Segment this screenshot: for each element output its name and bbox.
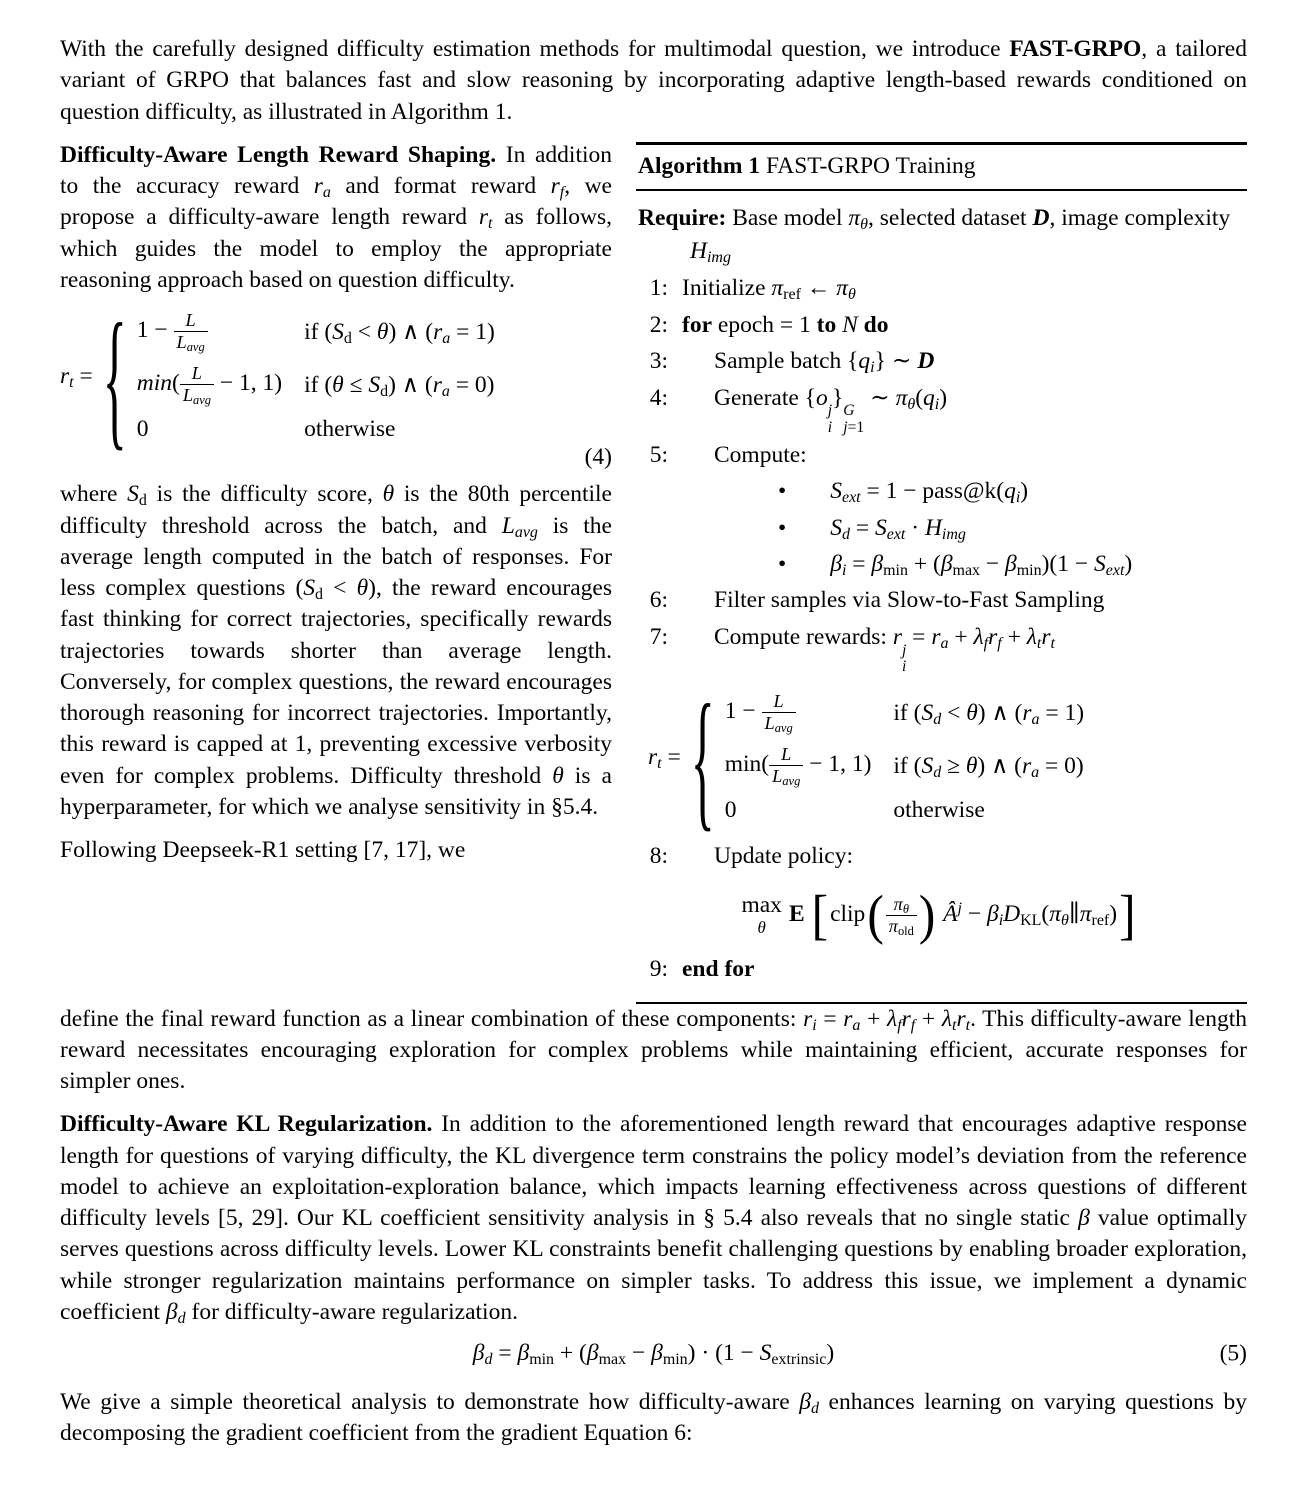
bullet-marker: •	[778, 514, 787, 541]
length-reward-shaping-paragraph: Difficulty-Aware Length Reward Shaping. In addition to the accuracy reward $r_a$ and format reward $r_f$, we propose a difficulty-aware length reward $r_t$ as follows, which guides the model to employ the appropriate reasoning approach based on question difficulty.	[60, 141, 613, 293]
bullet-marker: •	[778, 551, 787, 578]
algo-line-6	[638, 584, 1245, 617]
bullet-formula: $S_d = S_{ext} \cdot H_{img}$	[830, 514, 966, 543]
algorithm-box	[636, 142, 1247, 1004]
line-content: Compute rewards: r j i = $r_a + \lambda_fr_f + \lambda_tr_t$	[714, 623, 1055, 675]
case-value: 0	[136, 416, 149, 443]
bullet-formula: $S_{ext} = 1$ − $pass@k(q_i)$	[830, 478, 1029, 507]
equation-number: (5)	[1219, 1340, 1247, 1367]
line-number: 3:	[649, 348, 668, 375]
where-paragraph: where $S_d$ is the difficulty score, θ is the 80th percentile difficulty threshold across the batch, and $L_{avg}$ is the average length computed in the batch of responses. For less complex questions $(S_d < \theta)$, the reward encourages fast thinking for correct trajectories, specifically rewards trajectories towards shorter than average length. Conversely, for complex questions, the reward encourages thorough reasoning for incorrect trajectories. Importantly, this reward is capped at 1, preventing excessive verbosity even for complex problems. Difficulty threshold θ is a hyperparameter, for which we analyse sensitivity in §5.4.	[60, 481, 612, 820]
algo-line-1	[638, 272, 1245, 305]
line-content: Sample batch $\{q_i\}$ ∼ D	[714, 348, 935, 377]
algo-bullet-line-2	[638, 512, 1245, 545]
kl-regularization-paragraph: Difficulty-Aware KL Regularization. In addition to the aforementioned length reward that encourages adaptive response length for questions of varying difficulty, the KL divergence term constrains the policy model’s deviation from the reference model to achieve an exploitation-exploration balance, which impacts learning effectiveness across questions of different difficulty levels [5, 29]. Our KL coefficient sensitivity analysis in § 5.4 also reveals that no single static β value optimally serves questions across difficulty levels. Lower KL constraints benefit challenging questions by enabling broader exploration, while stronger regularization maintains performance on simpler tasks. To address this issue, we implement a dynamic coefficient $\beta_d$ for difficulty-aware regularization.	[60, 1111, 1247, 1327]
equation-4	[60, 289, 612, 471]
algo-line-4	[638, 382, 1245, 436]
line-content: Update policy:	[714, 843, 854, 870]
case-condition: otherwise	[304, 416, 396, 443]
case-condition: if $(S_d \ge \theta)$ ∧ $(r_a = 0)$	[893, 753, 1084, 782]
line-number: 5:	[649, 441, 668, 468]
line-number: 7:	[649, 623, 668, 650]
case-condition: if $(S_d < \theta)$ ∧ $(r_a = 1)$	[304, 319, 495, 348]
algo-bullet-line-3	[638, 548, 1245, 581]
algo-line-9	[638, 953, 1245, 986]
left-column	[60, 140, 612, 879]
two-column-layout	[60, 140, 1247, 1004]
line-number: 1:	[649, 275, 668, 302]
algo-line-5	[638, 439, 1245, 472]
equation-lhs: $r_t$ =	[648, 744, 681, 773]
case-value: 1 − $\frac{L}{L_{avg}}$	[137, 310, 282, 353]
algorithm-title-text: FAST-GRPO Training	[760, 152, 976, 179]
cases-brace: {	[690, 670, 715, 845]
bullet-formula: $\beta_i = \beta_{min} + (\beta_{max} - \beta_{min})(1 - S_{ext})$	[830, 551, 1133, 580]
algorithm-title	[636, 145, 1247, 191]
line-content	[682, 512, 1245, 545]
algo-line-8	[638, 840, 1245, 873]
equation-4-body	[60, 289, 495, 464]
line-number: 4:	[649, 384, 668, 411]
algo-line-2	[638, 309, 1245, 342]
line-content: end for	[682, 956, 755, 983]
equation-number: (4)	[584, 444, 612, 471]
equation-4-cases	[137, 310, 495, 443]
closing-paragraph: We give a simple theoretical analysis to demonstrate how difficulty-aware $\beta_d$ enhances learning on varying questions by decomposing the gradient coefficient from the gradient Equation 6:	[60, 1389, 1247, 1447]
algo-line-3	[638, 345, 1245, 378]
algorithm-reward-equation	[648, 670, 1245, 845]
algorithm-body	[636, 191, 1247, 1004]
line-content: for epoch = 1 to N do	[682, 311, 889, 338]
bullet-marker: •	[778, 478, 787, 505]
require-label: Require:	[638, 204, 727, 231]
reward-combination-paragraph: define the final reward function as a linear combination of these components: $r_i = r_a + \lambda_fr_f + \lambda_tr_t$. This difficulty-aware length reward necessitates encouraging exploration for complex problems while maintaining efficient, accurate responses for simpler ones.	[60, 1005, 1247, 1095]
line-content	[682, 548, 1245, 581]
line-content: Filter samples via Slow-to-Fast Sampling	[714, 587, 1105, 614]
line-number: 9:	[649, 956, 668, 983]
case-value: min( $\frac{L}{L_{avg}}$ − 1, 1)	[136, 363, 283, 408]
line-content	[682, 475, 1245, 508]
line-content: Initialize $\pi_{ref}$ ← $\pi_\theta$	[682, 275, 856, 304]
algorithm-require-line	[638, 202, 1245, 269]
case-condition: if $(S_d < \theta)$ ∧ $(r_a = 1)$	[893, 700, 1085, 729]
algorithm-policy-equation: max θ E [clip( $\frac{\pi_\theta}{\pi_{old}}$ ) $Â^j$ − $\beta_iD_{KL}(\pi_\theta\parallel\pi_{ref})$]	[741, 884, 1136, 946]
equation-5-body: $\beta_d = \beta_{min} + (\beta_{max} - \beta_{min}) \cdot (1 - S_{extrinsic})$	[472, 1340, 835, 1369]
equation-5	[60, 1340, 1247, 1367]
algo-line-7	[638, 621, 1245, 675]
line-content: Generate {o j i } G j=1 ∼ $\pi_\theta(q_i)$	[714, 384, 948, 436]
algo-bullet-line-1	[638, 475, 1245, 508]
case-condition: otherwise	[893, 797, 985, 824]
case-value: min( $\frac{L}{L_{avg}}$ − 1, 1)	[724, 744, 872, 789]
case-value: 1 − $\frac{L}{L_{avg}}$	[725, 691, 872, 734]
equation-4-lhs: $r_t$ =	[60, 363, 93, 392]
line-content: Compute:	[714, 441, 807, 468]
case-condition: if $(\theta \le S_d)$ ∧ $(r_a = 0)$	[304, 372, 495, 401]
right-column	[636, 140, 1247, 1004]
require-text: Base model $\pi_\theta$, selected dataset D, image complexity $H_{img}$	[690, 204, 1231, 267]
line-number: 6:	[649, 587, 668, 614]
case-value: 0	[724, 797, 737, 824]
following-paragraph: Following Deepseek-R1 setting [7, 17], we	[60, 837, 466, 863]
intro-paragraph: With the carefully designed difficulty estimation methods for multimodal question, we introduce FAST-GRPO, a tailored variant of GRPO that balances fast and slow reasoning by incorporating adaptive length-based rewards conditioned on question difficulty, as illustrated in Algorithm 1.	[60, 36, 1247, 125]
cases-brace: {	[102, 289, 127, 464]
line-number: 8:	[649, 843, 668, 870]
algorithm-equation-cases	[725, 691, 1084, 824]
algorithm-label: Algorithm 1	[638, 152, 761, 179]
line-number: 2:	[649, 311, 668, 338]
